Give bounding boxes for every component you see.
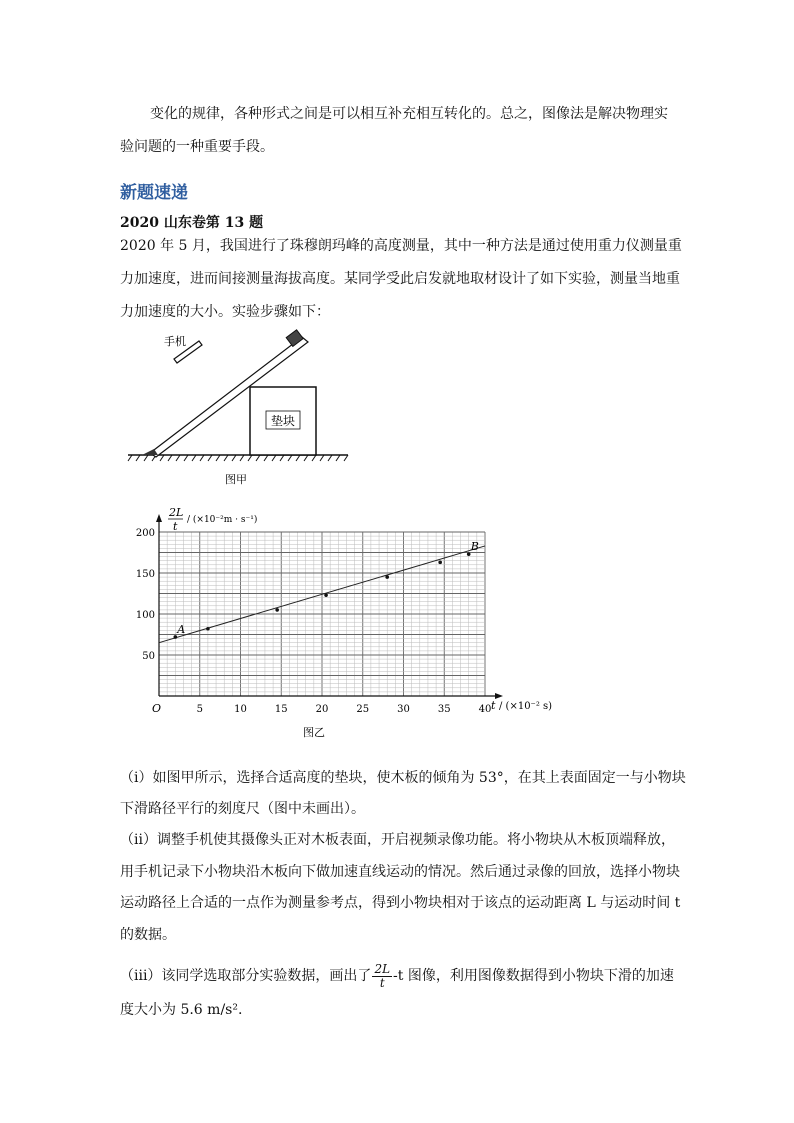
intro-line-1: 变化的规律，各种形式之间是可以相互补充相互转化的。总之，图像法是解决物理实 <box>150 106 668 122</box>
step-i-line-2: 下滑路径平行的刻度尺（图中未画出）。 <box>120 801 365 817</box>
y-tick-label: 50 <box>142 651 155 662</box>
x-axis-label-unit: / (×10⁻² s) <box>499 701 553 712</box>
x-axis-arrow <box>495 693 503 699</box>
step-iii-frac-num: 2L <box>374 961 391 976</box>
block-label: 垫块 <box>270 414 296 428</box>
x-axis-label-var: t <box>491 699 496 712</box>
step-ii-line-2: 用手机记录下小物块沿木板向下做加速直线运动的情况。然后通过录像的回放，选择小物块 <box>120 864 680 880</box>
phone-label: 手机 <box>164 335 186 348</box>
y-tick-label: 200 <box>135 528 155 539</box>
step-ii-line-1: （ii）调整手机使其摄像头正对木板表面，开启视频录像功能。将小物块从木板顶端释放， <box>120 832 675 848</box>
point-label: B <box>470 540 479 554</box>
data-point <box>206 627 210 631</box>
x-tick-label: 35 <box>437 704 451 715</box>
x-tick-label: 25 <box>356 704 370 715</box>
x-tick-label: 10 <box>234 704 247 715</box>
x-tick-label: 20 <box>315 704 329 715</box>
data-point <box>324 593 328 597</box>
figure-incline-diagram <box>120 325 360 490</box>
figure-a-caption: 图甲 <box>225 473 247 486</box>
origin-label: O <box>152 702 162 715</box>
y-axis-label-unit: / (×10⁻²m · s⁻¹) <box>187 515 258 525</box>
y-axis-label-num: 2L <box>169 506 184 519</box>
y-tick-label: 100 <box>135 610 155 621</box>
x-tick-label: 5 <box>196 704 203 715</box>
step-iii-fraction <box>372 963 392 990</box>
problem-line-2: 力加速度，进而间接测量海拔高度。某同学受此启发就地取材设计了如下实验，测量当地重 <box>120 271 680 287</box>
figure-b-caption: 图乙 <box>303 726 325 739</box>
chart-grid <box>159 532 485 696</box>
step-ii-line-4: 的数据。 <box>120 927 176 943</box>
x-tick-label: 15 <box>274 704 288 715</box>
data-point <box>438 561 442 565</box>
intro-line-2: 验问题的一种重要手段。 <box>120 139 274 155</box>
data-point <box>275 608 279 612</box>
chart-2L-over-t <box>135 500 575 750</box>
step-i-line-1: （i）如图甲所示，选择合适高度的垫块，使木板的倾角为 53°，在其上表面固定一与小物块 <box>120 770 686 786</box>
ground-hatching <box>128 455 348 461</box>
x-tick-label: 40 <box>478 704 492 715</box>
step-iii-pre: （iii）该同学选取部分实验数据，画出了 <box>120 968 372 984</box>
step-iii-frac-den: t <box>379 975 385 990</box>
step-iii-post: -t 图像，利用图像数据得到小物块下滑的加速 <box>393 968 674 984</box>
step-iii-line-1 <box>120 959 674 993</box>
question-title: 2020 山东卷第 13 题 <box>120 215 264 231</box>
step-iii-line-2: 度大小为 5.6 m/s². <box>120 1002 243 1018</box>
data-point <box>385 575 389 579</box>
y-axis-label-den: t <box>173 520 178 533</box>
problem-line-1: 2020 年 5 月，我国进行了珠穆朗玛峰的高度测量，其中一种方法是通过使用重力仪测量重 <box>120 238 682 254</box>
y-axis-arrow <box>156 514 162 522</box>
point-label: A <box>177 622 186 636</box>
problem-line-3: 力加速度的大小。实验步骤如下： <box>120 304 330 320</box>
y-tick-label: 150 <box>135 569 155 580</box>
x-tick-label: 30 <box>397 704 410 715</box>
step-ii-line-3: 运动路径上合适的一点作为测量参考点，得到小物块相对于该点的运动距离 L 与运动时间 t <box>120 895 681 911</box>
section-title: 新题速递 <box>120 183 188 203</box>
